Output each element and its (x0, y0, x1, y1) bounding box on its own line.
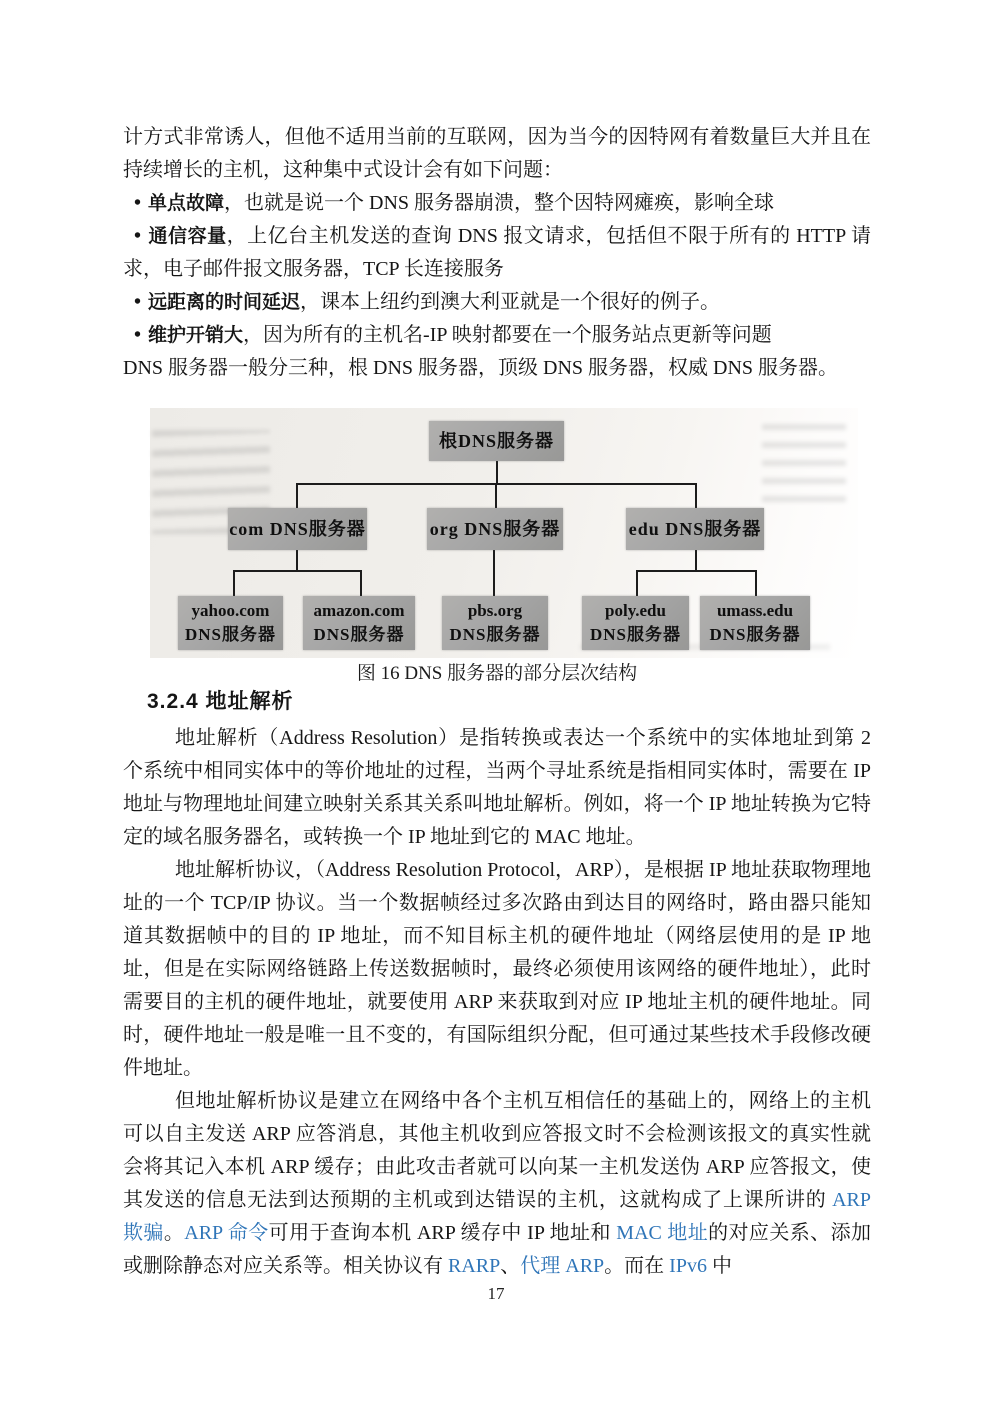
text-segment: 、 (500, 1255, 521, 1277)
bullet-bold-label: 维护开销大 (148, 325, 244, 346)
issues-list (123, 187, 871, 352)
bullet-bold-label: 通信容量 (148, 226, 227, 247)
link-mac-address[interactable]: MAC 地址 (616, 1222, 709, 1244)
link-rarp[interactable]: RARP (448, 1255, 501, 1277)
figure-dns-hierarchy (123, 408, 871, 686)
bullet-icon: • (134, 225, 142, 247)
link-arp-command[interactable]: ARP 命令 (184, 1222, 269, 1244)
text-segment: amazon.com (313, 601, 405, 620)
list-item-traffic-volume (123, 220, 871, 286)
list-item-maintenance-cost (123, 319, 871, 352)
text-segment: ，上亿台主机发送的查询 DNS 报文请求，包括但不限于所有的 HTTP 请求，电子邮件报文服务器，TCP 长连接服务 (123, 225, 871, 280)
text-segment: yahoo.com (191, 601, 270, 620)
text-segment: ，因为所有的主机名-IP 映射都要在一个服务站点更新等问题 (243, 324, 772, 346)
connector-line (296, 483, 298, 508)
diagram-node-com-dns: com DNS服务器 (228, 508, 367, 550)
link-proxy-arp[interactable]: 代理 ARP (520, 1255, 605, 1277)
text-segment: umass.edu (716, 601, 794, 620)
connector-line (233, 570, 362, 572)
bullet-bold-label: 单点故障 (148, 193, 225, 214)
text-segment: pbs.org (467, 601, 523, 620)
scan-artifact (762, 424, 846, 502)
connector-line (695, 483, 697, 508)
connector-line (495, 483, 497, 508)
connector-line (360, 570, 362, 596)
text-segment: 但地址解析协议是建立在网络中各个主机互相信任的基础上的，网络上的主机可以自主发送 ARP 应答消息，其他主机收到应答报文时不会检测该报文的真实性就会将其记入本机 ARP 缓存；由此攻击者就可以向某一主机发送伪 ARP 应答报文，使其发送的信息无法到达预期的主机或到达错误的主机，这就构成了上课所讲的 (123, 1090, 871, 1211)
bullet-bold-label: 远距离的时间延迟 (148, 292, 301, 313)
connector-line (233, 570, 235, 596)
text-segment: ，也就是说一个 DNS 服务器崩溃，整个因特网瘫痪，影响全球 (224, 192, 775, 214)
list-item-single-point-failure (123, 187, 871, 220)
text-segment: ，课本上纽约到澳大利亚就是一个很好的例子。 (300, 291, 721, 313)
text-segment: 。 (163, 1222, 185, 1244)
bullet-icon: • (134, 291, 142, 313)
text-segment: poly.edu (605, 601, 666, 620)
diagram-node-amazon-dns (303, 596, 415, 650)
text-segment: 中 (706, 1255, 732, 1277)
connector-line (636, 570, 638, 596)
text-segment: DNS服务器 (449, 625, 541, 644)
link-ipv6[interactable]: IPv6 (669, 1255, 707, 1277)
document-page-content (123, 121, 871, 1283)
text-segment: 。而在 (604, 1255, 670, 1277)
connector-line (755, 570, 757, 596)
connector-line (496, 461, 498, 483)
diagram-node-umass-dns (700, 596, 810, 650)
text-segment: 可用于查询本机 ARP 缓存中 IP 地址和 (268, 1222, 617, 1244)
dns-types-line: DNS 服务器一般分三种，根 DNS 服务器，顶级 DNS 服务器，权威 DNS 服务器。 (123, 357, 839, 379)
bullet-icon: • (134, 324, 142, 346)
link-arp-spoofing[interactable]: ARP 欺骗 (123, 1189, 871, 1244)
text-segment: DNS服务器 (709, 625, 801, 644)
section-heading: 3.2.4 地址解析 (147, 690, 294, 713)
paragraph-arp-protocol: 地址解析协议，（Address Resolution Protocol，ARP），是根据 IP 地址获取物理地址的一个 TCP/IP 协议。当一个数据帧经过多次路由到达目的网络时，路由器只能知道其数据帧中的目的 IP 地址，而不知目标主机的硬件地址（网络层使用的是 IP 地址，但是在实际网络链路上传送数据帧时，最终必须使用该网络的硬件地址），此时需要目的主机的硬件地址，就要使用 ARP 来获取到对应 IP 地址主机的硬件地址。同时，硬件地址一般是唯一且不变的，有国际组织分配，但可通过某些技术手段修改硬件地址。 (123, 859, 871, 1079)
list-item-distant-delay (123, 286, 871, 319)
text-segment: DNS服务器 (313, 625, 405, 644)
diagram-node-poly-dns (582, 596, 689, 650)
diagram-node-yahoo-dns (178, 596, 283, 650)
diagram-node-pbs-dns (442, 596, 548, 650)
paragraph-address-resolution: 地址解析（Address Resolution）是指转换或表达一个系统中的实体地址到第 2 个系统中相同实体中的等价地址的过程，当两个寻址系统是指相同实体时，需要在 IP 地址与物理地址间建立映射关系其关系叫地址解析。例如，将一个 IP 地址转换为它特定的域名服务器名，或转换一个 IP 地址到它的 MAC 地址。 (123, 727, 871, 848)
text-segment: DNS服务器 (184, 625, 276, 644)
diagram-node-edu-dns: edu DNS服务器 (626, 508, 764, 550)
figure-caption: 图 16 DNS 服务器的部分层次结构 (356, 663, 638, 684)
bullet-icon: • (134, 192, 142, 214)
diagram-node-root-dns: 根DNS服务器 (429, 421, 564, 461)
connector-line (636, 570, 757, 572)
text-segment: 的对应关系、添加或删除静态对应关系等。相关协议有 (123, 1222, 871, 1277)
intro-paragraph: 计方式非常诱人，但他不适用当前的互联网，因为当今的因特网有着数量巨大并且在持续增长的主机，这种集中式设计会有如下问题： (123, 126, 871, 181)
text-segment: DNS服务器 (589, 625, 681, 644)
diagram-node-org-dns: org DNS服务器 (427, 508, 563, 550)
connector-line (493, 550, 495, 596)
page-number: 17 (487, 1284, 505, 1303)
scanned-diagram (150, 408, 858, 658)
connector-line (695, 550, 697, 570)
connector-line (296, 550, 298, 570)
paragraph-arp-spoofing (123, 1085, 871, 1283)
